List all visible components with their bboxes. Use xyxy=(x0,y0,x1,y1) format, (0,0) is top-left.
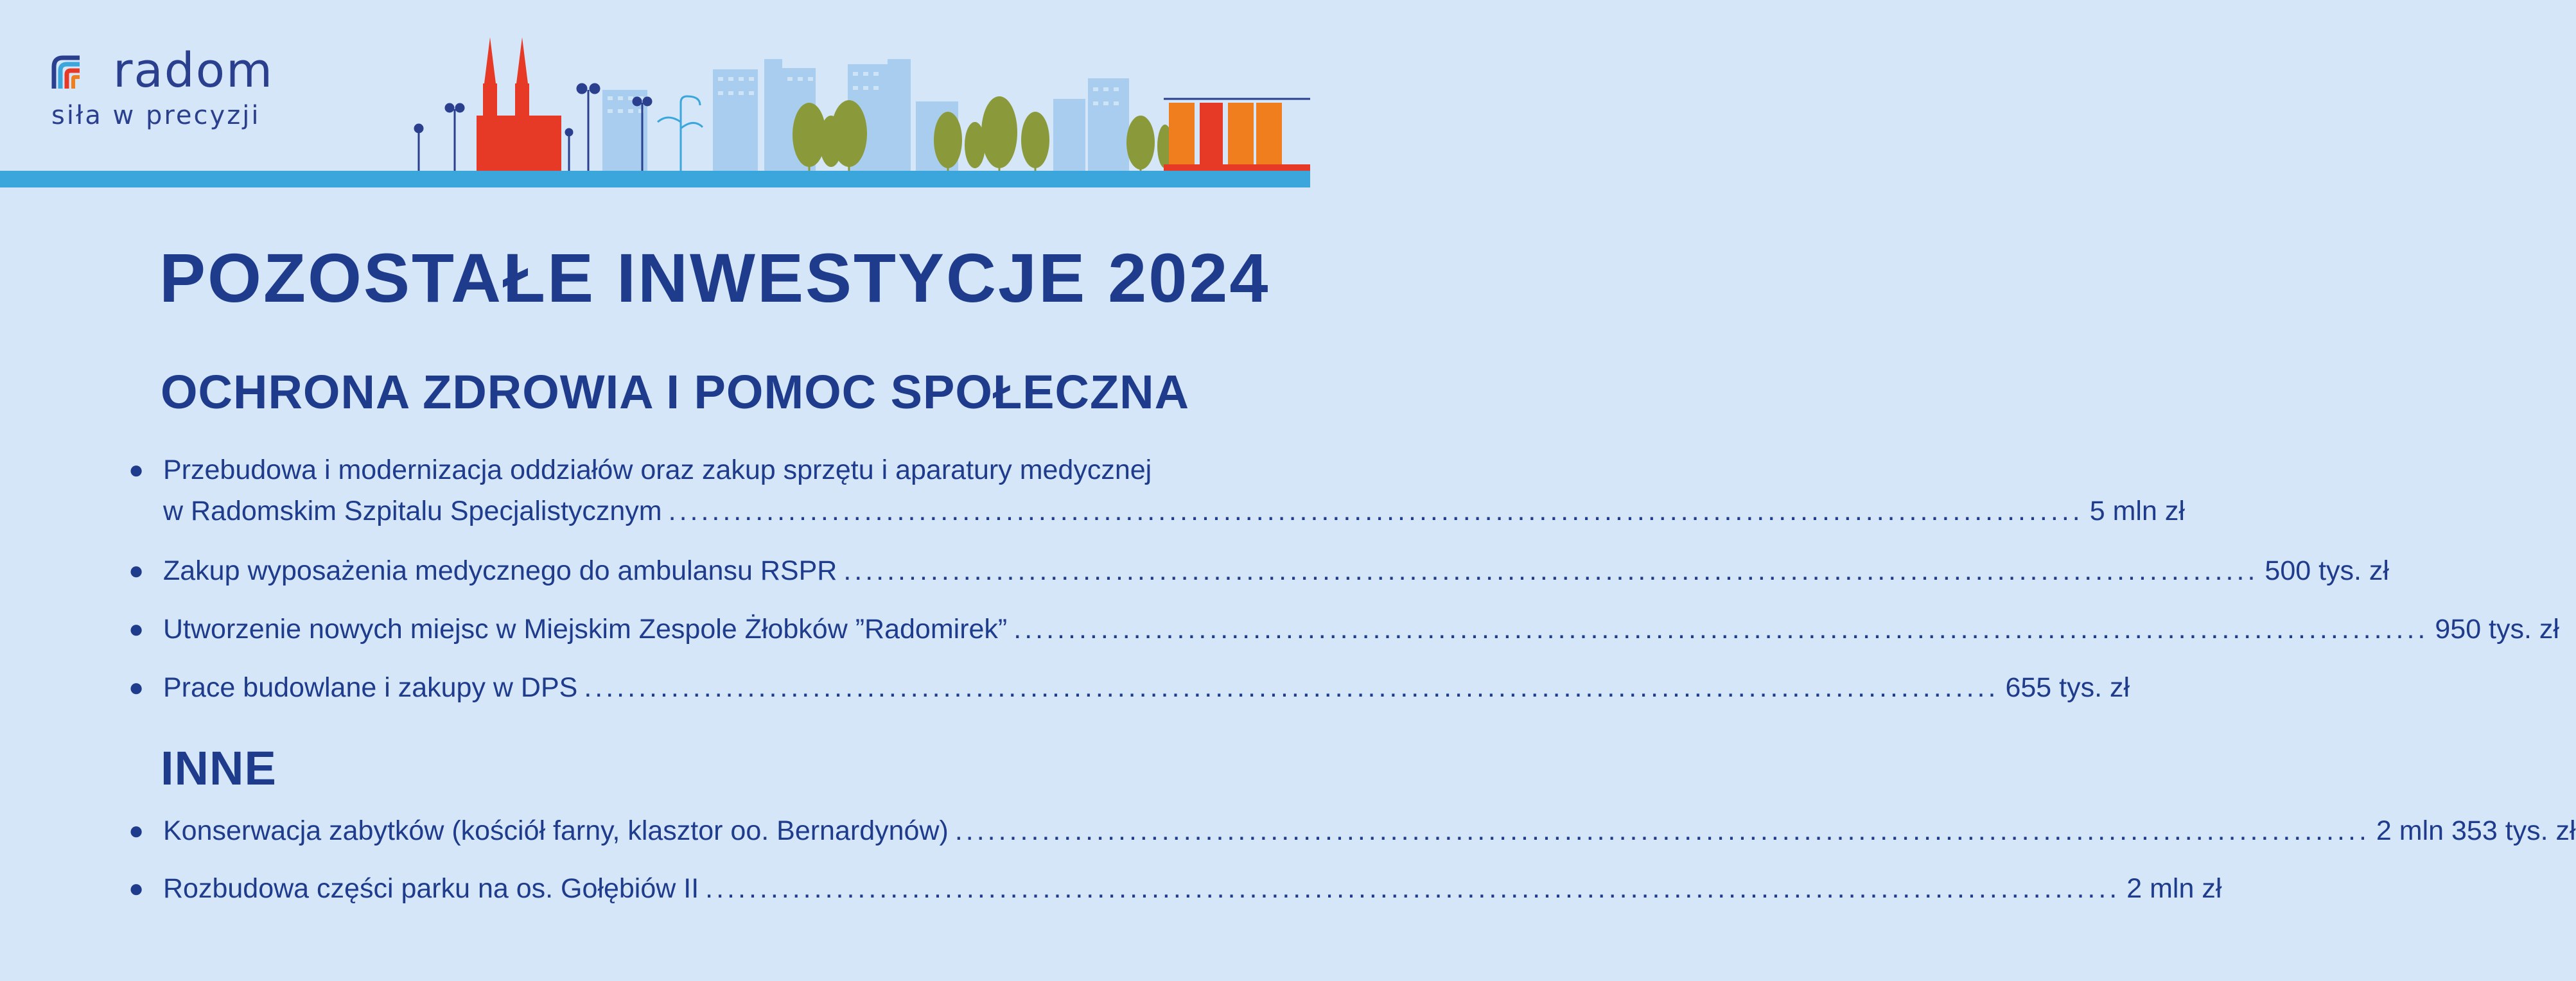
list-item xyxy=(128,449,2185,532)
section-heading-other: INNE xyxy=(161,742,277,795)
item-amount: 2 mln 353 tys. zł xyxy=(2376,815,2576,846)
item-label: Utworzenie nowych miejsc w Miejskim Zespole Żłobków ”Radomirek” xyxy=(163,614,1008,645)
logo-tagline: siła w precyzji xyxy=(51,101,261,130)
logo-wordmark: radom xyxy=(113,43,274,98)
city-skyline-illustration xyxy=(398,32,1310,175)
item-text: Przebudowa i modernizacja oddziałów oraz zakup sprzętu i aparatury medycznej xyxy=(163,455,1152,485)
leader-dots: .................................................................................................................................. xyxy=(584,672,1999,703)
item-label: Prace budowlane i zakupy w DPS xyxy=(163,672,578,703)
bullet-icon: ● xyxy=(128,874,145,903)
item-amount: 5 mln zł xyxy=(2089,496,2185,526)
item-amount: 950 tys. zł xyxy=(2435,614,2559,645)
bullet-icon: ● xyxy=(128,817,145,845)
leader-dots: .................................................................................................................................. xyxy=(705,873,2121,904)
item-amount: 655 tys. zł xyxy=(2005,672,2130,703)
radom-logo xyxy=(50,43,274,130)
leader-dots: .................................................................................................................................. xyxy=(954,815,2370,846)
leader-dots: .................................................................................................................................. xyxy=(1013,614,2429,645)
leader-dots: .................................................................................................................................. xyxy=(843,555,2259,586)
page-title: POZOSTAŁE INWESTYCJE 2024 xyxy=(159,239,1270,317)
item-label: Zakup wyposażenia medycznego do ambulansu RSPR xyxy=(163,555,837,586)
bullet-icon: ● xyxy=(128,673,145,702)
leader-dots: .................................................................................................................................. xyxy=(668,496,2083,526)
item-amount: 2 mln zł xyxy=(2126,873,2222,904)
bullet-icon: ● xyxy=(128,557,145,585)
header-banner xyxy=(0,0,1310,187)
section-heading-health: OCHRONA ZDROWIA I POMOC SPOŁECZNA xyxy=(161,365,1190,419)
item-label: Konserwacja zabytków (kościół farny, klasztor oo. Bernardynów) xyxy=(163,815,949,846)
ground-line xyxy=(0,171,1310,187)
item-amount: 500 tys. zł xyxy=(2265,555,2389,586)
bullet-icon: ● xyxy=(128,456,145,484)
item-label: Rozbudowa części parku na os. Gołębiów II xyxy=(163,873,699,904)
bullet-icon: ● xyxy=(128,615,145,643)
item-label: w Radomskim Szpitalu Specjalistycznym xyxy=(163,496,662,526)
